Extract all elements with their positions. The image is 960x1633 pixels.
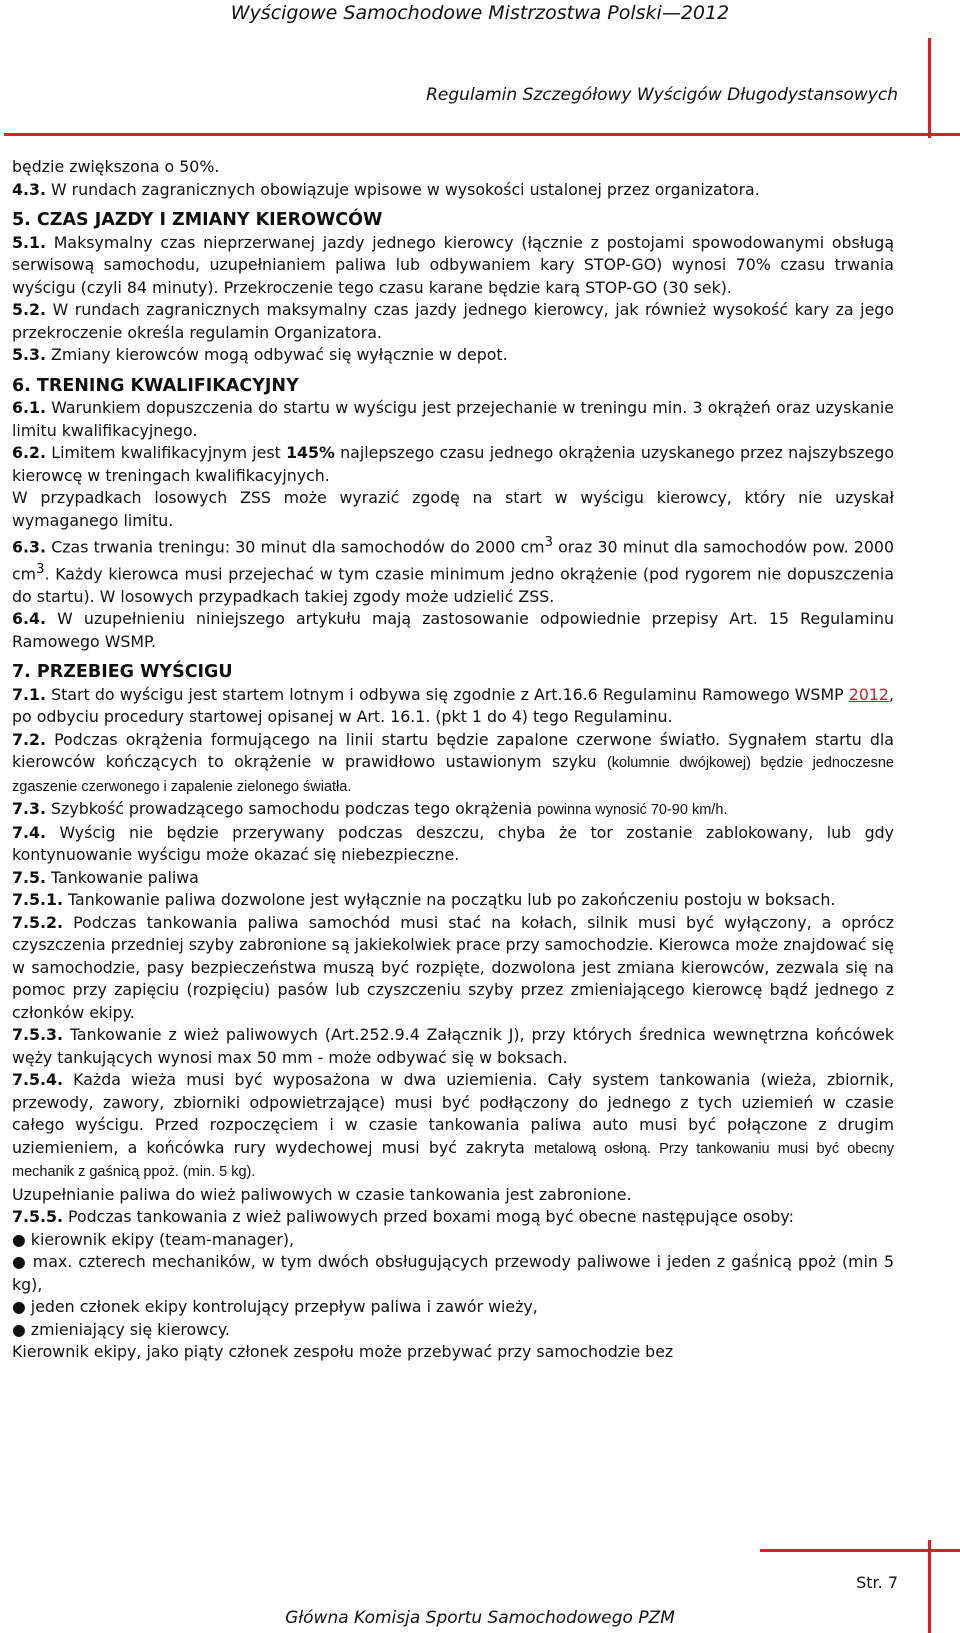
year-link[interactable]: 2012	[848, 684, 889, 704]
paragraph-5-2: 5.2. W rundach zagranicznych maksymalny czas jazdy jednego kierowcy, jak również wysokość kary za jego przekroczenie określa regulamin Organizatora.	[12, 300, 894, 342]
section-heading-7: 7. PRZEBIEG WYŚCIGU	[12, 662, 233, 683]
document-header-title: Wyścigowe Samochodowe Mistrzostwa Polski—2012	[230, 2, 730, 24]
paragraph-6-3: 6.3. Czas trwania treningu: 30 minut dla samochodów do 2000 $cm^3$ oraz 30 minut dla samochodów pow. 2000 $cm^3$. Każdy kierowca musi przejechać w tym czasie minimum jedno okrążenie (pod rygorem nie dopuszczenia do startu). W losowych przypadkach takiej zgody może udzielić ZSS.	[12, 535, 894, 606]
bullet-item: ● jeden członek ekipy kontrolujący przepływ paliwa i zawór wieży,	[12, 1297, 538, 1317]
paragraph-7-3: 7.3. Szybkość prowadzącego samochodu podczas tego okrążenia powinna wynosić 70-90 km/h.	[12, 799, 728, 819]
paragraph-7-5: 7.5. Tankowanie paliwa	[12, 867, 199, 887]
header-red-vertical-rule	[928, 38, 931, 138]
paragraph-7-5-3: 7.5.3. Tankowanie z wież paliwowych (Art.252.9.4 Załącznik J), przy których średnica wewnętrzna końcówek węży tankujących wynosi max 50 mm - może odbywać się w boksach.	[12, 1025, 894, 1067]
paragraph-7-5-4: 7.5.4. Każda wieża musi być wyposażona w dwa uziemienia. Cały system tankowania (wieża, zbiornik, przewody, zawory, zbiorniki odpowietrzające) musi być podłączony do jednego z tych uziemień w czasie całego wyścigu. Przed rozpoczęciem i w czasie tankowania paliwa auto musi być połączone z drugim uziemieniem, a końcówka rury wydechowej musi być zakryta metalową osłoną. Przy tankowaniu musi być obecny mechanik z gaśnicą ppoż. (min. 5 kg).	[12, 1070, 894, 1181]
paragraph-7-5-2: 7.5.2. Podczas tankowania paliwa samochód musi stać na kołach, silnik musi być wyłączony, a oprócz czyszczenia przedniej szyby zabronione są jakiekolwiek prace przy samochodzie. Kierowca może znajdować się w samochodzie, pasy bezpieczeństwa muszą być rozpięte, dozwolona jest zmiana kierowców, zezwala się na pomoc przy zapięciu (rozpięciu) pasów lub czyszczeniu szyby przez zmieniającego kierowcę bądź jednego z członków ekipy.	[12, 912, 894, 1022]
paragraph-6-2: 6.2. Limitem kwalifikacyjnym jest 145% najlepszego czasu jednego okrążenia uzyskanego przez najszybszego kierowcę w treningach kwalifikacyjnych.	[12, 443, 894, 485]
paragraph-6-4: 6.4. W uzupełnieniu niniejszego artykułu mają zastosowanie odpowiednie przepisy Art. 15 Regulaminu Ramowego WSMP.	[12, 609, 894, 651]
page-number: Str. 7	[856, 1573, 898, 1592]
paragraph-7-4: 7.4. Wyścig nie będzie przerywany podczas deszczu, chyba że tor zostanie zablokowany, lub gdy kontynuowanie wyścigu może okazać się niebezpieczne.	[12, 822, 894, 865]
paragraph-4-3: 4.3. W rundach zagranicznych obowiązuje wpisowe w wysokości ustalonej przez organizatora.	[12, 179, 760, 199]
paragraph-5-1: 5.1. Maksymalny czas nieprzerwanej jazdy jednego kierowcy (łącznie z postojami spowodowanymi obsługą serwisową samochodu, uzupełnianiem paliwa lub odbywaniem kary STOP-GO) wynosi 70% czasu trwania wyścigu (czyli 84 minuty). Przekroczenie tego czasu karane będzie karą STOP-GO (30 sek).	[12, 232, 894, 297]
paragraph-5-3: 5.3. Zmiany kierowców mogą odbywać się wyłącznie w depot.	[12, 345, 508, 364]
paragraph-7-5-1: 7.5.1. Tankowanie paliwa dozwolone jest wyłącznie na początku lub po zakończeniu postoju w boksach.	[12, 890, 836, 910]
paragraph-7-2: 7.2. Podczas okrążenia formującego na linii startu będzie zapalone czerwone światło. Sygnałem startu dla kierowców kończących to okrążenie w prawidłowo ustawionym szyku (kolumnie dwójkowej) będzie jednoczesne zgaszenie czerwonego i zapalenie zielonego światła.	[12, 729, 894, 795]
document-footer: Główna Komisja Sportu Samochodowego PZM	[285, 1608, 675, 1628]
section-heading-5: 5. CZAS JAZDY I ZMIANY KIEROWCÓW	[12, 210, 383, 230]
paragraph-6-2-continued: W przypadkach losowych ZSS może wyrazić zgodę na start w wyścigu kierowcy, który nie uzyskał wymaganego limitu.	[12, 488, 894, 530]
header-red-rule	[4, 133, 960, 136]
paragraph-7-5-5: 7.5.5. Podczas tankowania z wież paliwowych przed boxami mogą być obecne następujące osoby:	[12, 1207, 794, 1227]
bullet-item: ● zmieniający się kierowcy.	[12, 1319, 230, 1339]
paragraph-7-5-4-continued: Uzupełnianie paliwa do wież paliwowych w czasie tankowania jest zabronione.	[12, 1184, 632, 1204]
bullet-item: ● max. czterech mechaników, w tym dwóch obsługujących przewody paliwowe i jeden z gaśnicą ppoż (min 5 kg),	[12, 1252, 894, 1294]
document-body	[12, 156, 894, 1364]
paragraph: będzie zwiększona o 50%.	[12, 157, 220, 176]
paragraph-6-1: 6.1. Warunkiem dopuszczenia do startu w wyścigu jest przejechanie w treningu min. 3 okrążeń oraz uzyskanie limitu kwalifikacyjnego.	[12, 398, 894, 440]
paragraph-closing: Kierownik ekipy, jako piąty członek zespołu może przebywać przy samochodzie bez	[12, 1342, 674, 1362]
bullet-item: ● kierownik ekipy (team-manager),	[12, 1229, 295, 1249]
section-heading-6: 6. TRENING KWALIFIKACYJNY	[12, 375, 299, 396]
paragraph-7-1: 7.1. Start do wyścigu jest startem lotnym i odbywa się zgodnie z Art.16.6 Regulaminu Ramowego WSMP 2012, po odbyciu procedury startowej opisanej w Art. 16.1. (pkt 1 do 4) tego Regulaminu.	[12, 684, 894, 727]
document-header-subtitle: Regulamin Szczegółowy Wyścigów Długodystansowych	[426, 85, 898, 105]
